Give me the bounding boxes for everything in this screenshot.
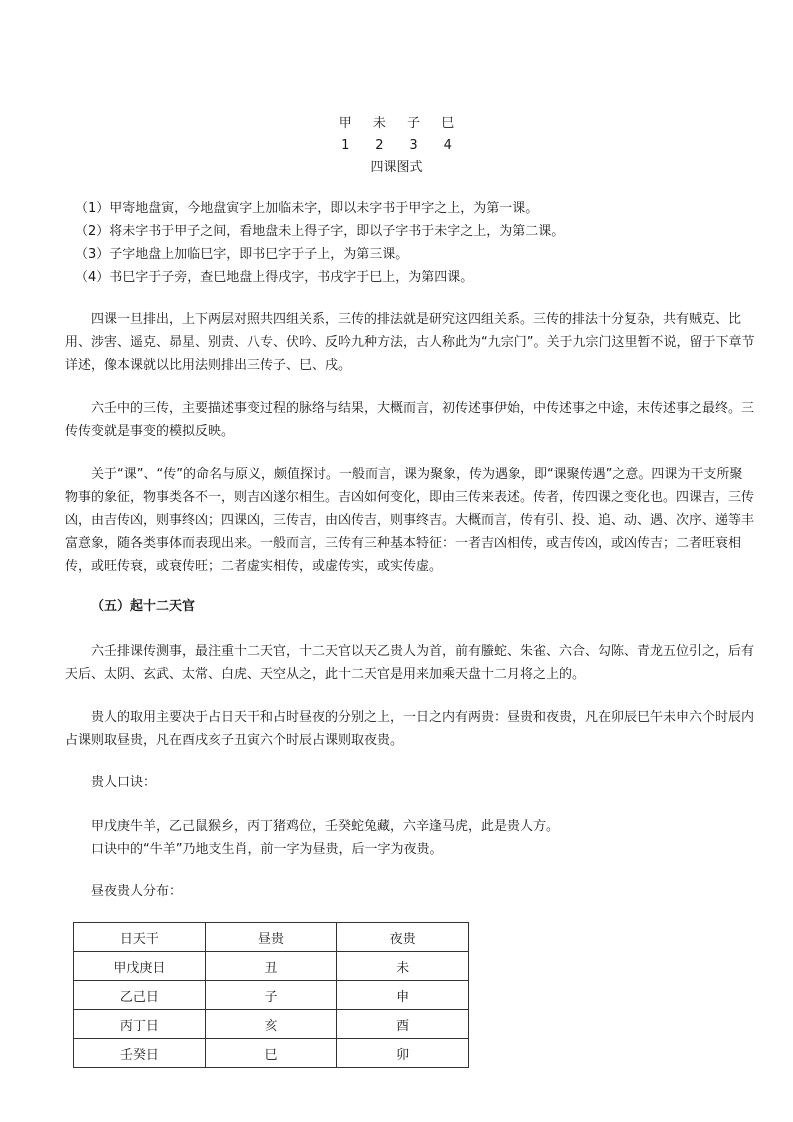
table-cell: 申 xyxy=(337,981,469,1010)
paragraph-block xyxy=(65,640,755,686)
paragraph-block xyxy=(65,880,755,903)
paragraph-block xyxy=(65,463,755,578)
figure-char: 巳 xyxy=(441,116,455,131)
paragraph: 关于“课”、“传”的命名与原义，颇值探讨。一般而言，课为聚象，传为遇象，即“课聚传遇”之意。四课为干支所聚物事的象征，物事类各不一，则吉凶遂尔相生。吉凶如何变化，即由三传来表述。传者，传四课之变化也。四课吉，三传凶，由吉传凶，则事终凶；四课凶，三传吉，由凶传吉，则事终吉。大概而言，传有引、投、追、动、遇、次序、递等丰富意象，随各类事体而表现出来。一般而言，三传有三种基本特征：一者吉凶相传，或吉传凶，或凶传吉；二者旺衰相传，或旺传衰，或衰传旺；二者虚实相传，或虚传实，或实传虚。 xyxy=(65,467,755,574)
paragraph-block xyxy=(65,308,755,377)
table-cell: 未 xyxy=(337,952,469,981)
figure-number: 2 xyxy=(375,138,384,153)
table-intro: 昼夜贵人分布： xyxy=(91,884,183,899)
paragraph: 六壬中的三传，主要描述事变过程的脉络与结果，大概而言，初传述事伊始，中传述事之中途，末传述事之最终。三传传变就是事变的模拟反映。 xyxy=(65,401,755,439)
figure-char: 未 xyxy=(372,116,386,131)
table-cell: 巳 xyxy=(205,1039,337,1068)
table-row xyxy=(74,1010,469,1039)
noble-distribution-table xyxy=(73,922,469,1068)
paragraph-block xyxy=(65,771,755,794)
paragraph-block xyxy=(65,815,755,861)
table-cell: 亥 xyxy=(205,1010,337,1039)
figure-number: 4 xyxy=(443,138,452,153)
paragraph: 贵人的取用主要决于占日天干和占时昼夜的分别之上，一日之内有两贵：昼贵和夜贵，凡在卯辰巳午未申六个时辰内占课则取昼贵，凡在酉戌亥子丑寅六个时辰占课则取夜贵。 xyxy=(65,710,755,748)
lesson-steps-list xyxy=(65,197,755,289)
table-cell: 壬癸日 xyxy=(74,1039,206,1068)
table-row xyxy=(74,952,469,981)
paragraph-block xyxy=(65,706,755,752)
paragraph-block xyxy=(65,397,755,443)
table-cell: 子 xyxy=(205,981,337,1010)
paragraph: 口诀中的“牛羊”乃地支生肖，前一字为昼贵，后一字为夜贵。 xyxy=(91,842,443,857)
paragraph: 贵人口诀： xyxy=(91,775,157,790)
figure-char: 子 xyxy=(407,116,421,131)
list-item: （4）书巳字于子旁，查巳地盘上得戌字，书戌字于巳上，为第四课。 xyxy=(75,270,474,285)
table-row xyxy=(74,981,469,1010)
figure-char: 甲 xyxy=(338,116,352,131)
list-item: （1）甲寄地盘寅，今地盘寅字上加临未字，即以未字书于甲字之上，为第一课。 xyxy=(75,201,539,216)
mnemonic-verse: 甲戊庚牛羊，乙己鼠猴乡，丙丁猪鸡位，壬癸蛇兔藏，六辛逢马虎，此是贵人方。 xyxy=(91,819,560,834)
figure-number: 3 xyxy=(409,138,418,153)
figure-number: 1 xyxy=(341,138,350,153)
header-cell: 夜贵 xyxy=(337,923,469,952)
table-header-row xyxy=(74,923,469,952)
list-item: （2）将未字书于甲子之间，看地盘未上得子字，即以子字书于未字之上，为第二课。 xyxy=(75,224,565,239)
table-cell: 丙丁日 xyxy=(74,1010,206,1039)
table-cell: 乙己日 xyxy=(74,981,206,1010)
paragraph: 四课一旦排出，上下两层对照共四组关系，三传的排法就是研究这四组关系。三传的排法十分复杂，共有贼克、比用、涉害、遥克、昴星、别责、八专、伏吟、反吟九种方法，古人称此为“九宗门”。关于九宗门这里暂不说，留于下章节详述，像本课就以比用法则排出三传子、巳、戌。 xyxy=(65,312,755,373)
table-row xyxy=(74,1039,469,1068)
table-cell: 甲戊庚日 xyxy=(74,952,206,981)
figure-caption: 四课图式 xyxy=(370,160,423,175)
section-heading-block xyxy=(65,595,755,618)
section-heading: （五）起十二天官 xyxy=(91,599,196,614)
four-lessons-figure-row-numbers xyxy=(0,136,793,156)
table-cell: 丑 xyxy=(205,952,337,981)
header-cell: 昼贵 xyxy=(205,923,337,952)
list-item: （3）子字地盘上加临巳字，即书巳字于子上，为第三课。 xyxy=(75,247,409,262)
four-lessons-figure-row-stems xyxy=(0,114,793,134)
header-cell: 日天干 xyxy=(74,923,206,952)
table-cell: 卯 xyxy=(337,1039,469,1068)
paragraph: 六壬排课传测事，最注重十二天官，十二天官以天乙贵人为首，前有螣蛇、朱雀、六合、勾陈、青龙五位引之，后有天后、太阴、玄武、太常、白虎、天空从之，此十二天官是用来加乘天盘十二月将之上的。 xyxy=(65,644,755,682)
table-cell: 酉 xyxy=(337,1010,469,1039)
